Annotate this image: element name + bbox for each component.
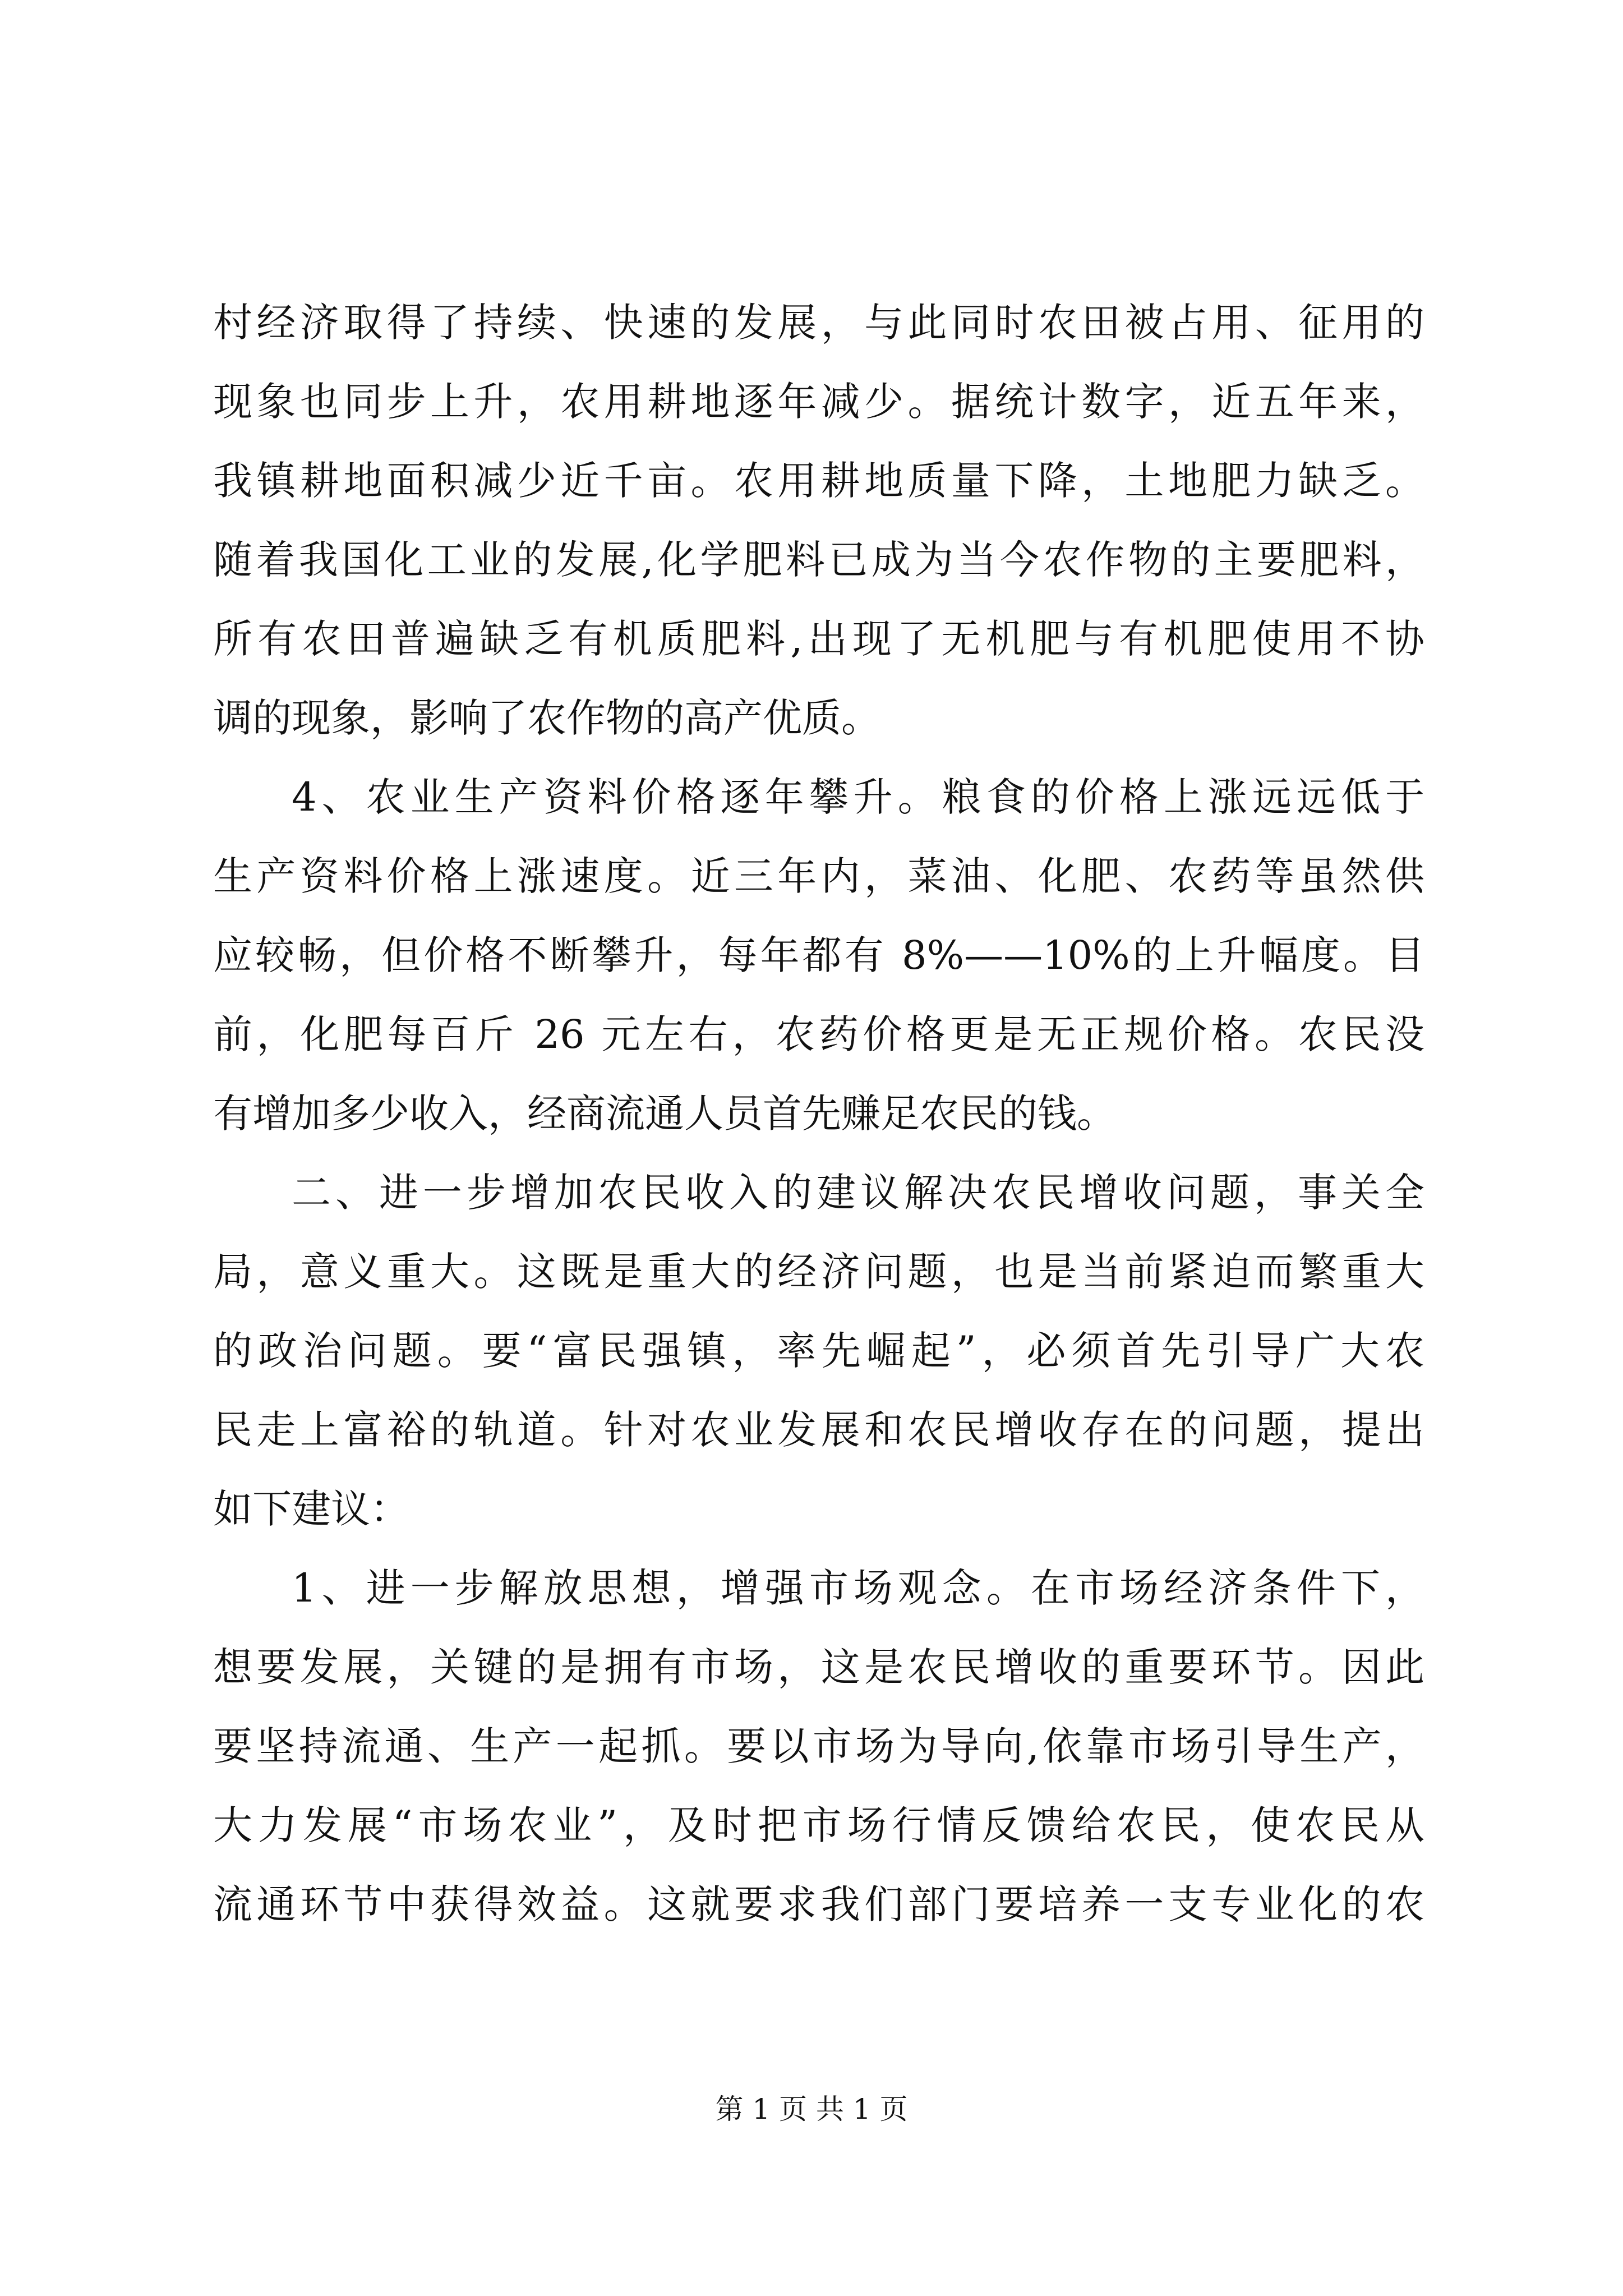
text-line: 随着我国化工业的发展,化学肥料已成为当今农作物的主要肥料， — [213, 537, 1424, 583]
text-line: 想要发展，关键的是拥有市场，这是农民增收的重要环节。因此 — [213, 1644, 1424, 1690]
text-line: 所有农田普遍缺乏有机质肥料,出现了无机肥与有机肥使用不协 — [213, 616, 1424, 662]
text-line: 生产资料价格上涨速度。近三年内，菜油、化肥、农药等虽然供 — [213, 853, 1424, 899]
paragraph-first-line: 1、进一步解放思想，增强市场观念。在市场经济条件下， — [292, 1565, 1424, 1611]
text-line: 的政治问题。要“富民强镇，率先崛起”，必须首先引导广大农 — [213, 1328, 1424, 1374]
text-line: 现象也同步上升，农用耕地逐年减少。据统计数字，近五年来， — [213, 379, 1424, 425]
text-line: 我镇耕地面积减少近千亩。农用耕地质量下降，土地肥力缺乏。 — [213, 458, 1424, 504]
text-line: 大力发展“市场农业”，及时把市场行情反馈给农民，使农民从 — [213, 1802, 1424, 1848]
text-line: 村经济取得了持续、快速的发展，与此同时农田被占用、征用的 — [213, 300, 1424, 346]
document-body — [213, 283, 1424, 1944]
text-line: 有增加多少收入，经商流通人员首先赚足农民的钱。 — [213, 1091, 1116, 1137]
text-line: 局，意义重大。这既是重大的经济问题，也是当前紧迫而繁重大 — [213, 1249, 1424, 1295]
text-line: 如下建议： — [213, 1486, 409, 1532]
page-number-footer: 第 1 页 共 1 页 — [715, 2093, 908, 2125]
paragraph-first-line: 二、进一步增加农民收入的建议解决农民增收问题，事关全 — [292, 1170, 1424, 1216]
paragraph-first-line: 4、农业生产资料价格逐年攀升。粮食的价格上涨远远低于 — [292, 774, 1424, 820]
text-line: 要坚持流通、生产一起抓。要以市场为导向,依靠市场引导生产， — [213, 1723, 1424, 1769]
text-line: 调的现象，影响了农作物的高产优质。 — [213, 695, 880, 741]
text-line: 前，化肥每百斤 26 元左右，农药价格更是无正规价格。农民没 — [213, 1011, 1424, 1057]
text-line: 应较畅，但价格不断攀升，每年都有 8%——10%的上升幅度。目 — [213, 932, 1424, 978]
text-line: 民走上富裕的轨道。针对农业发展和农民增收存在的问题，提出 — [213, 1407, 1424, 1453]
text-line: 流通环节中获得效益。这就要求我们部门要培养一支专业化的农 — [213, 1881, 1424, 1927]
